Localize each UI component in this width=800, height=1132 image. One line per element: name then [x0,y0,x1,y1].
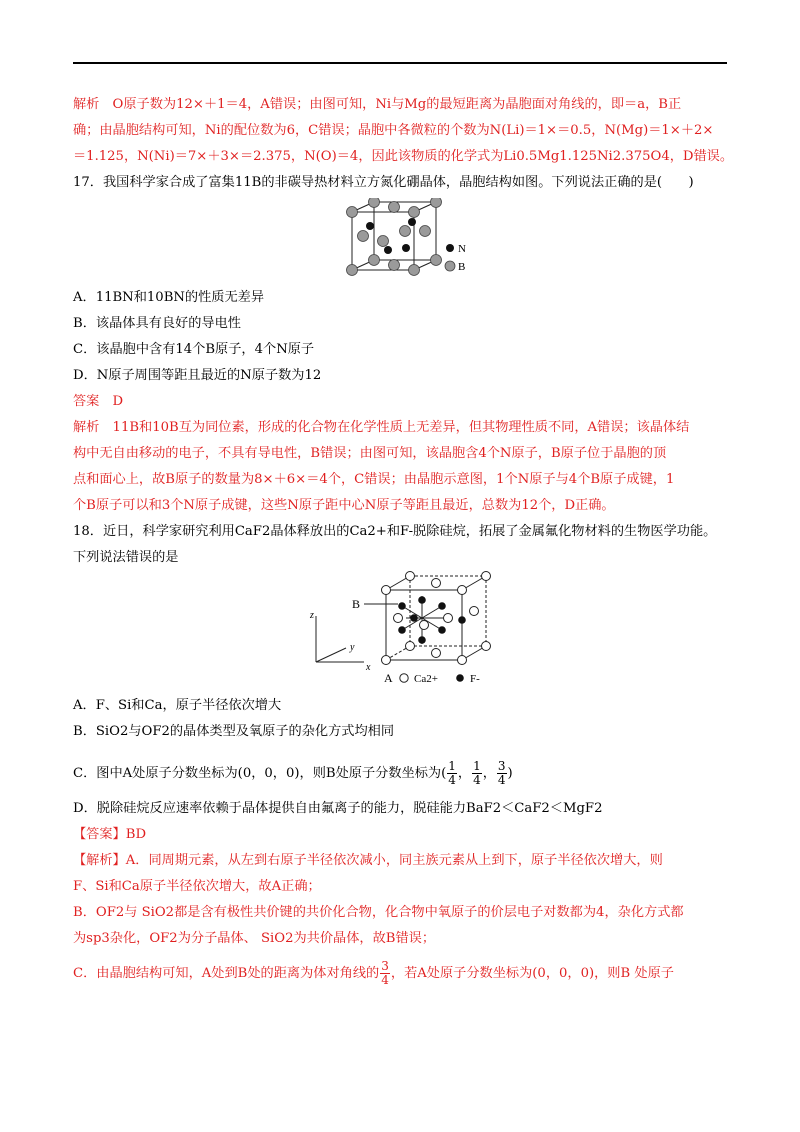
explanation-18-line4 [73,930,435,948]
explanation-17-text4: 个B原子可以和3个N原子成键，这些N原子距中心N原子等距且最近，总数为12个，D正确。 [73,498,615,513]
explanation-17-text2: 构中无自由移动的电子，不具有导电性，B错误；由图可知，该晶胞含4个N原子，B原子位于晶胞的顶 [73,446,667,461]
axis-z-label: z [310,610,314,621]
explanation-16-line2 [73,122,713,140]
explanation-18-line3 [73,904,684,922]
fraction-3-den: 4 [497,773,506,787]
option-18-b-text: B．SiO2与OF2的晶体类型及氧原子的杂化方式均相同 [73,724,395,739]
fraction-2 [472,760,482,787]
explanation-17-line3 [73,471,674,489]
answer-18-text: 【答案】BD [73,827,147,842]
explanation-16-line1 [73,96,681,114]
question-18-stem-line1 [73,523,716,541]
axis-y-label: y [350,642,355,653]
option-17-c-text: C．该晶胞中含有14个B原子，4个N原子 [73,342,315,357]
legend-f-label: F- [470,673,480,685]
header-rule [73,62,727,64]
option-18-c: C．图中A处原子分数坐标为(0，0，0)，则B处原子分数坐标为( $\frac{1}{4}$ ， $\frac{1}{4}$ ， $\frac{3}{4}$ ) [73,759,513,787]
fraction-4 [380,960,390,987]
explanation-17-text1: 解析 11B和10B互为同位素，形成的化合物在化学性质上无差异，但其物理性质不同，A错误；该晶体结 [73,420,690,435]
option-17-d [73,367,321,385]
option-18-a-text: A．F、Si和Ca，原子半径依次增大 [73,698,282,713]
answer-17-text: 答案 D [73,394,124,409]
question-18-text2: 下列说法错误的是 [73,550,179,565]
legend-n-marker [446,244,454,252]
explanation-17-line2 [73,445,666,463]
option-18-d-text: D．脱除硅烷反应速率依赖于晶体提供自由氟离子的能力，脱硅能力BaF2＜CaF2＜MgF2 [73,801,603,816]
fig-17-crystal-cell [340,198,470,276]
fraction-2-num: 1 [473,759,481,773]
explanation-18-text3: B．OF2与 SiO2都是含有极性共价键的共价化合物，化合物中氧原子的价层电子对数都为4，杂化方式都 [73,905,684,920]
question-18-stem-line2 [73,549,179,567]
question-17-text: 17．我国科学家合成了富集11B的非碳导热材料立方氮化硼晶体，晶胞结构如图。下列说法正确的是( ) [73,175,694,190]
option-18-a [73,697,281,715]
explanation-17-text3: 点和面心上，故B原子的数量为8×＋6×＝4个，C错误；由晶胞示意图，1个N原子与4个B原子成键，1 [73,472,675,487]
explanation-16-line3 [73,148,733,166]
explanation-18-text4: 为sp3杂化，OF2为分子晶体、 SiO2为共价晶体，故B错误； [73,931,436,946]
explanation-18-line5 [73,960,674,987]
explanation-18-text1: 【解析】A．同周期元素，从左到右原子半径依次减小，同主族元素从上到下，原子半径依次增大，则 [73,853,663,868]
point-b-label: B [352,597,361,611]
fraction-2-den: 4 [473,773,481,787]
explanation-17-line4 [73,497,615,515]
explanation-18-text2: F、Si和Ca原子半径依次增大，故A正确； [73,879,321,894]
fraction-3-num: 3 [497,759,506,773]
fig-18-crystal-cell [302,570,522,690]
explanation-18-line2 [73,878,321,896]
option-18-d [73,800,602,818]
fraction-4-den: 4 [381,973,389,987]
legend-n-label: N [458,243,466,255]
fraction-4-num: 3 [381,959,389,973]
legend-ca-label: Ca2+ [414,673,438,685]
explanation-17-line1 [73,419,689,437]
option-17-b [73,315,241,333]
option-18-b [73,723,394,741]
answer-18 [73,826,146,844]
legend-f-marker [456,674,464,682]
option-17-d-text: D．N原子周围等距且最近的N原子数为12 [73,368,322,383]
point-a-label: A [384,671,393,685]
legend-b-marker [445,261,455,271]
explanation-18-text5-post: ，若A处原子分数坐标为(0，0，0)，则B 处原子 [390,966,674,981]
option-17-a-text: A．11BN和10BN的性质无差异 [73,290,265,305]
option-17-c [73,341,314,359]
question-18-text1: 18．近日，科学家研究利用CaF2晶体释放出的Ca2+和F-脱除硅烷，拓展了金属氟化物材料的生物医学功能。 [73,524,717,539]
question-17-stem [73,174,694,192]
explanation-18-line1 [73,852,663,870]
axis-x-label: x [366,662,371,673]
answer-17 [73,393,123,411]
legend-ca-marker [400,674,408,682]
fraction-3 [497,760,507,787]
option-18-c-text: C．图中A处原子分数坐标为(0，0，0)，则B处原子分数坐标为( [73,766,447,781]
fraction-1-num: 1 [448,759,456,773]
option-18-c-close: ) [507,766,513,781]
fraction-1 [447,760,457,787]
explanation-16-text2: 确；由晶胞结构可知，Ni的配位数为6，C错误；晶胞中各微粒的个数为N(Li)＝1×＝0.5，N(Mg)＝1×＋2× [73,123,714,138]
fraction-1-den: 4 [448,773,456,787]
explanation-16-text3: ＝1.125，N(Ni)＝7×＋3×＝2.375，N(O)＝4，因此该物质的化学式为Li0.5Mg1.125Ni2.375O4，D错误。 [73,149,734,164]
option-17-b-text: B．该晶体具有良好的导电性 [73,316,241,331]
legend-b-label: B [458,261,466,273]
explanation-16-text1: 解析 O原子数为12×＋1＝4，A错误；由图可知，Ni与Mg的最短距离为晶胞面对角线的，即＝a，B正 [73,97,682,112]
explanation-18-text5-pre: C．由晶胞结构可知，A处到B处的距离为体对角线的 [73,966,380,981]
option-17-a [73,289,264,307]
